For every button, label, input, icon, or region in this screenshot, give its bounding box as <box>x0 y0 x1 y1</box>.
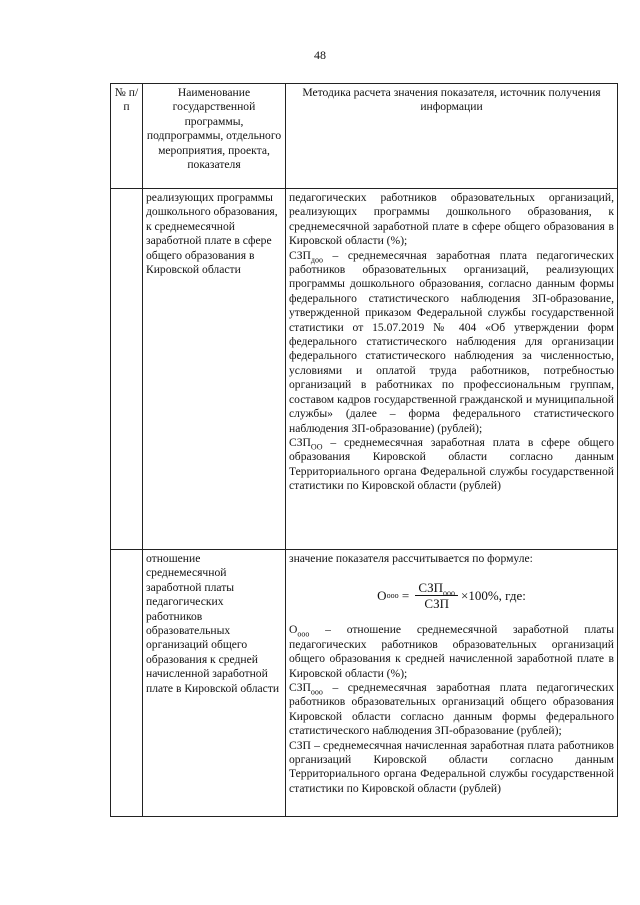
indicator-name: реализующих программы дошкольного образования, к среднемесячной заработной плате в сфере общего образования в Кировской области <box>143 189 286 550</box>
method-cell <box>286 550 618 817</box>
variable-subscript: ооо <box>310 687 323 697</box>
header-name: Наименование государственной программы, подпрограммы, отдельного мероприятия, проекта, показателя <box>143 84 286 189</box>
variable-definition: – среднемесячная заработная плата педагогических работников образовательных организаций общего образования Кировской области согласно данным формы федерального статистического наблюдения ЗП-образование (рублей); <box>289 681 614 738</box>
variable-subscript: доо <box>310 254 323 264</box>
formula-intro: значение показателя рассчитывается по формуле: <box>289 552 533 565</box>
formula-fraction <box>415 580 458 611</box>
variable-name: СЗП <box>289 435 311 449</box>
formula-equals: = <box>398 587 413 603</box>
row-number-cell <box>111 550 143 817</box>
numerator-subscript: ооо <box>442 589 455 598</box>
method-cell <box>286 189 618 550</box>
header-number: № п/п <box>111 84 143 189</box>
variable-subscript: ооо <box>297 629 310 639</box>
formula-tail: ×100%, где: <box>460 587 526 603</box>
method-paragraph <box>289 681 614 739</box>
method-paragraph <box>289 436 614 494</box>
table-row <box>111 189 618 550</box>
formula-lhs: О <box>377 587 387 603</box>
numerator-var: СЗП <box>418 580 443 596</box>
method-paragraph: СЗП – среднемесячная начисленная заработная плата работников организаций Кировской области согласно данным Территориального органа Федеральной службы государственной статистики по Кировской области (рублей) <box>289 738 614 795</box>
table-header-row <box>111 84 618 189</box>
method-paragraph: педагогических работников образовательных организаций, реализующих программы дошкольного образования, к среднемесячной заработной плате в сфере общего образования в Кировской области (%); <box>289 191 614 248</box>
variable-definition: – среднемесячная заработная плата педагогических работников образовательных организаций, реализующих программы дошкольного образования, согласно данным формы федерального статистического наблюдения ЗП-образование, утвержденной приказом Федеральной службы государственной статистики от 15.07.2019 № 404 «Об утверждении форм федерального статистического наблюдения для организации федерального статистического наблюдения за численностью, условиями и оплатой труда работников, потребностью организаций в работниках по профессиональным группам, составом кадров государственной гражданской и муниципальной службы» (далее – форма федерального статистического наблюдения ЗП-образование) (рублей); <box>289 248 614 435</box>
method-paragraph <box>289 623 614 681</box>
variable-name: О <box>289 623 298 637</box>
variable-name: СЗП <box>289 248 311 262</box>
table-row <box>111 550 618 817</box>
formula-denominator: СЗП <box>424 596 449 612</box>
indicator-name: отношение среднемесячной заработной платы педагогических работников образовательных организаций общего образования к средней начисленной заработной плате в Кировской области <box>143 550 286 817</box>
variable-definition: – среднемесячная заработная плата в сфере общего образования Кировской области согласно данным Территориального органа Федеральной службы государственной статистики по Кировской области (рублей) <box>289 435 614 493</box>
row-number-cell <box>111 189 143 550</box>
formula: О ооо = $\frac{СЗП_{ооо}}{\text{СЗП}}$ ×100%, где: <box>377 580 526 612</box>
indicator-table <box>110 83 618 817</box>
page-number: 48 <box>314 48 326 62</box>
variable-definition: – отношение среднемесячной заработной платы педагогических работников образовательных организаций общего образования к средней начисленной заработной плате в Кировской области (%); <box>289 623 614 680</box>
header-method: Методика расчета значения показателя, источник получения информации <box>286 84 618 189</box>
formula-numerator <box>415 580 458 596</box>
method-paragraph <box>289 249 614 436</box>
variable-subscript: ОО <box>310 442 323 452</box>
variable-name: СЗП <box>289 681 311 695</box>
